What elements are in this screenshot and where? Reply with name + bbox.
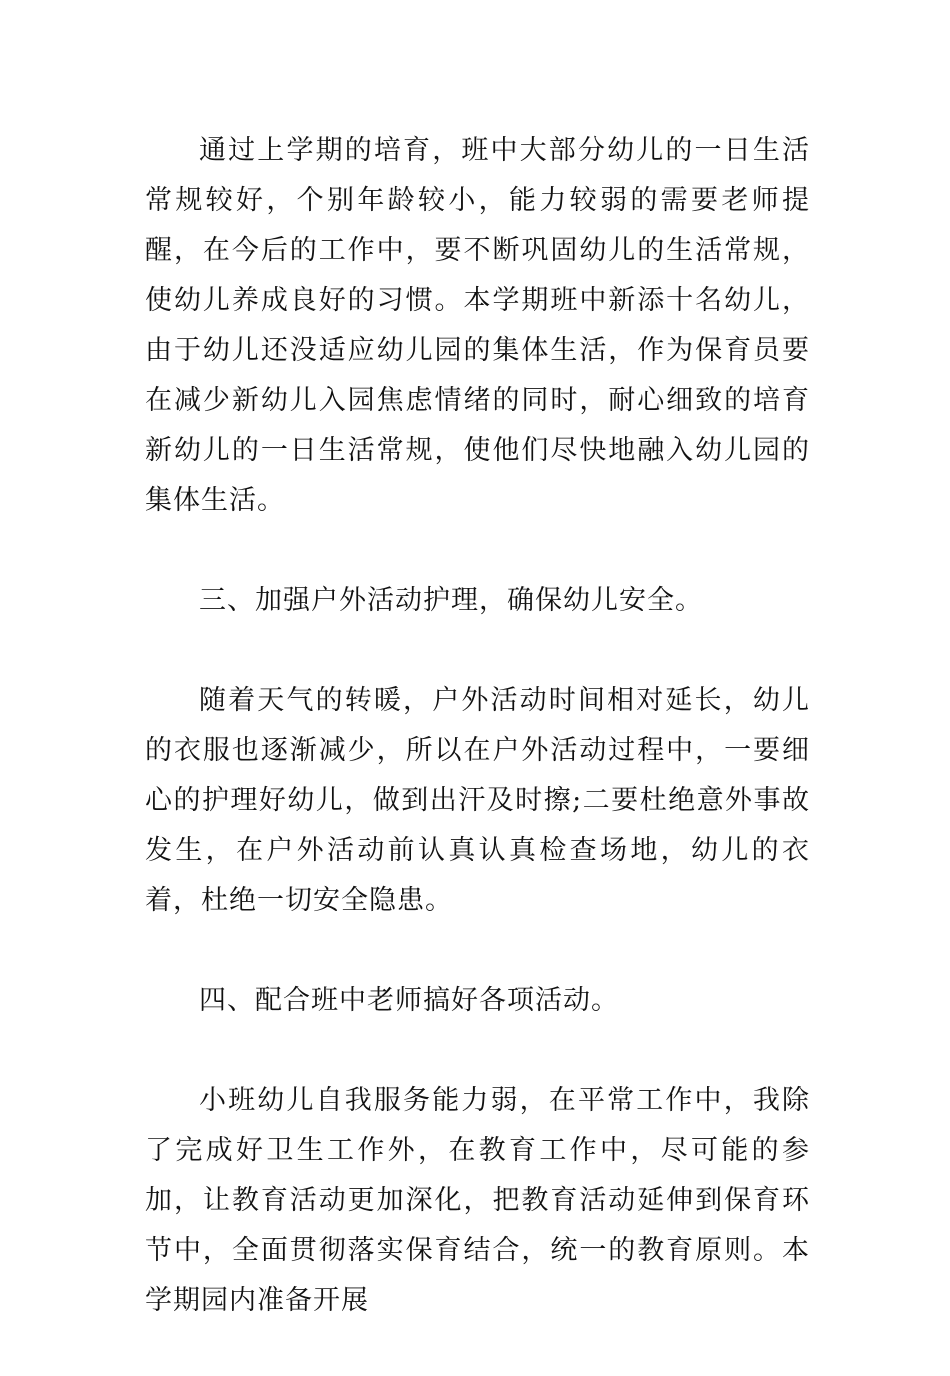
paragraph-outdoor-activities: 随着天气的转暖，户外活动时间相对延长，幼儿的衣服也逐渐减少，所以在户外活动过程中，一要细心的护理好幼儿，做到出汗及时擦;二要杜绝意外事故发生，在户外活动前认真认真检查场地，幼儿的衣着，杜绝一切安全隐患。 xyxy=(145,685,810,916)
section-heading-outdoor-safety: 三、加强户外活动护理，确保幼儿安全。 xyxy=(199,585,703,616)
document-body xyxy=(145,126,810,1376)
paragraph-self-service: 小班幼儿自我服务能力弱，在平常工作中，我除了完成好卫生工作外，在教育工作中，尽可能的参加，让教育活动更加深化，把教育活动延伸到保育环节中，全面贯彻落实保育结合，统一的教育原则。本学期园内准备开展 xyxy=(145,1085,810,1316)
section-heading-cooperate-activities: 四、配合班中老师搞好各项活动。 xyxy=(199,985,619,1016)
paragraph-daily-routine: 通过上学期的培育，班中大部分幼儿的一日生活常规较好，个别年龄较小，能力较弱的需要老师提醒，在今后的工作中，要不断巩固幼儿的生活常规，使幼儿养成良好的习惯。本学期班中新添十名幼儿，由于幼儿还没适应幼儿园的集体生活，作为保育员要在减少新幼儿入园焦虑情绪的同时，耐心细致的培育新幼儿的一日生活常规，使他们尽快地融入幼儿园的集体生活。 xyxy=(145,135,810,516)
